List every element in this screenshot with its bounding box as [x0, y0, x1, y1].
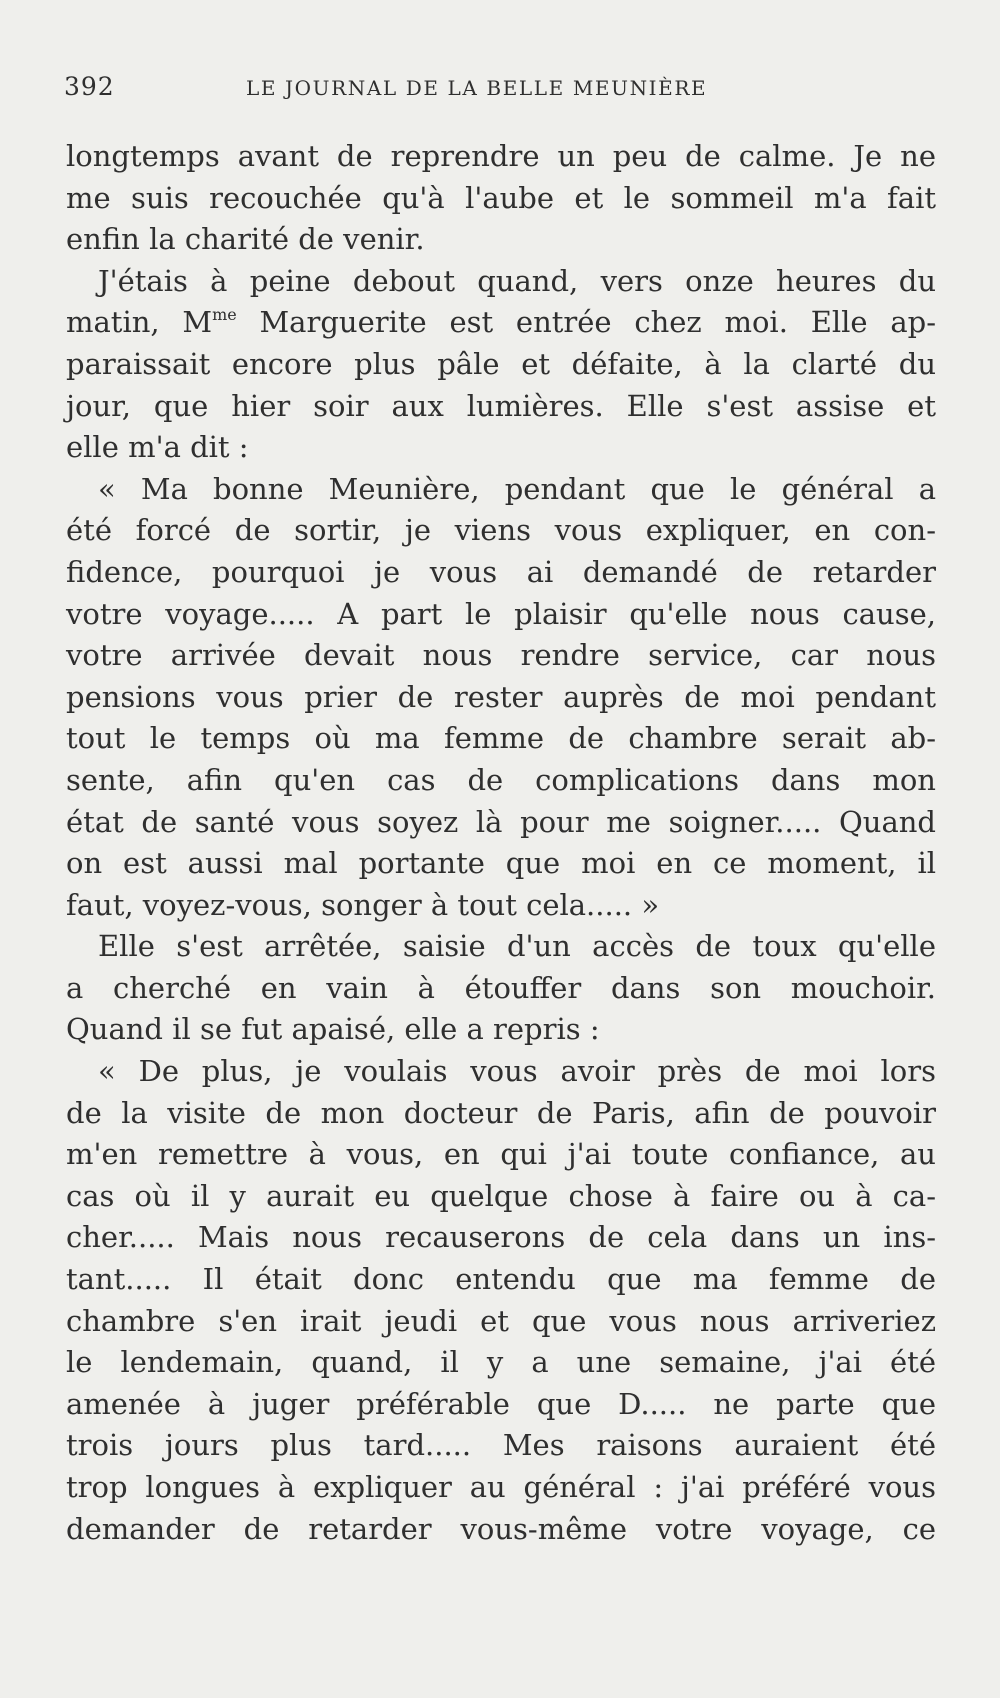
text-line: état de santé vous soyez là pour me soigner..... Quand — [66, 804, 936, 839]
text-line: pensions vous prier de rester auprès de moi pendant — [66, 679, 936, 714]
text-line: enfin la charité de venir. — [66, 222, 425, 257]
text-line: cher..... Mais nous recauserons de cela dans un ins- — [66, 1220, 936, 1255]
text-line: « Ma bonne Meunière, pendant que le général a — [98, 471, 936, 506]
text-line: on est aussi mal portante que moi en ce moment, il — [66, 846, 936, 881]
page-number: 392 — [64, 72, 115, 101]
text-line: paraissait encore plus pâle et défaite, à la clarté du — [66, 346, 936, 381]
text-line: le lendemain, quand, il y a une semaine, j'ai été — [66, 1345, 936, 1380]
text-line: a cherché en vain à étouffer dans son mouchoir. — [66, 970, 936, 1005]
text-line: m'en remettre à vous, en qui j'ai toute confiance, au — [66, 1137, 936, 1172]
text-line: longtemps avant de reprendre un peu de calme. Je ne — [66, 139, 936, 173]
text-line: fidence, pourquoi je vous ai demandé de retarder — [66, 554, 936, 589]
text-line: faut, voyez-vous, songer à tout cela..... » — [66, 887, 660, 922]
text-line: chambre s'en irait jeudi et que vous nous arriveriez — [66, 1303, 936, 1338]
text-line: « De plus, je voulais vous avoir près de moi lors — [98, 1054, 936, 1089]
text-line: matin, $M^{me}$ Marguerite est entrée chez moi. Elle ap- — [66, 305, 936, 340]
text-line: jour, que hier soir aux lumières. Elle s'est assise et — [66, 388, 936, 423]
text-line: Elle s'est arrêtée, saisie d'un accès de toux qu'elle — [98, 929, 936, 964]
text-line: sente, afin qu'en cas de complications dans mon — [66, 762, 936, 797]
body-text — [66, 136, 936, 1550]
text-line: tant..... Il était donc entendu que ma femme de — [66, 1262, 936, 1297]
text-line: cas où il y aurait eu quelque chose à faire ou à ca- — [66, 1178, 936, 1213]
text-line: J'étais à peine debout quand, vers onze heures du — [98, 263, 936, 298]
text-line: Quand il se fut apaisé, elle a repris : — [66, 1012, 600, 1047]
text-line: amenée à juger préférable que D..... ne parte que — [66, 1386, 936, 1421]
text-line: votre voyage..... A part le plaisir qu'elle nous cause, — [66, 596, 936, 631]
text-line: votre arrivée devait nous rendre service, car nous — [66, 638, 936, 673]
page-header — [64, 72, 936, 112]
text-line: été forcé de sortir, je viens vous expliquer, en con- — [66, 513, 936, 548]
running-title: LE JOURNAL DE LA BELLE MEUNIÈRE — [246, 76, 708, 100]
text-line: de la visite de mon docteur de Paris, afin de pouvoir — [66, 1095, 936, 1130]
superscript: me — [212, 305, 237, 325]
text-line: trop longues à expliquer au général : j'ai préféré vous — [66, 1470, 936, 1504]
text-line: demander de retarder vous-même votre voyage, ce — [66, 1511, 936, 1546]
text-line: elle m'a dit : — [66, 430, 249, 465]
text-line: me suis recouchée qu'à l'aube et le sommeil m'a fait — [66, 180, 936, 215]
text-line: trois jours plus tard..... Mes raisons auraient été — [66, 1428, 936, 1463]
text-line: tout le temps où ma femme de chambre serait ab- — [66, 721, 936, 756]
